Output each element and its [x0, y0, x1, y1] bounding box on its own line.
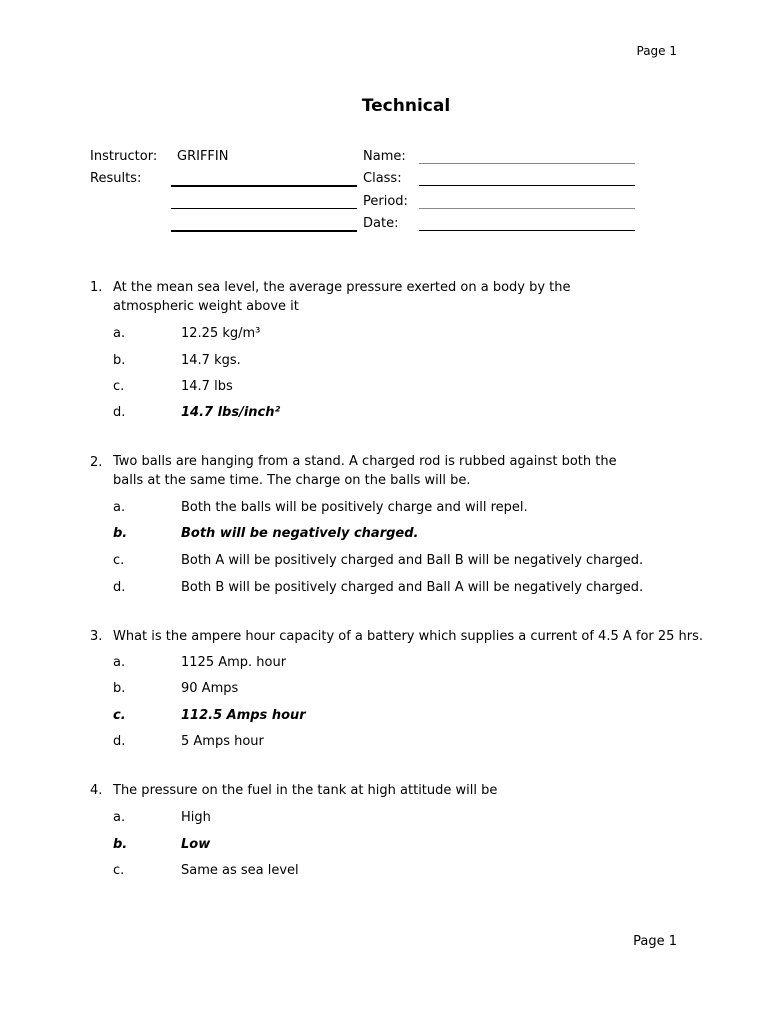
results-line-1[interactable]: [171, 185, 357, 187]
correct-option-letter: b.: [113, 526, 128, 541]
option-letter: c.: [113, 379, 125, 394]
date-field[interactable]: [419, 230, 635, 231]
question-text: What is the ampere hour capacity of a battery which supplies a current of 4.5 A for 25 hrs.: [113, 629, 704, 644]
option-text: 1125 Amp. hour: [181, 655, 287, 670]
results-label: Results:: [90, 171, 142, 186]
date-label: Date:: [363, 216, 399, 231]
correct-option-letter: c.: [113, 708, 126, 723]
option-text: 12.25 kg/m³: [181, 326, 261, 341]
question-number: 3.: [90, 629, 103, 644]
question-text: At the mean sea level, the average pressure exerted on a body by the atmospheric weight above it: [113, 280, 571, 314]
option-letter: a.: [113, 810, 126, 825]
name-field[interactable]: [419, 163, 635, 164]
instructor-label: Instructor:: [90, 149, 158, 164]
header-page-number: Page 1: [636, 44, 677, 58]
option-text: 14.7 kgs.: [181, 353, 241, 368]
correct-option-text: Low: [181, 837, 211, 852]
option-text: 14.7 lbs: [181, 379, 233, 394]
results-line-2[interactable]: [171, 208, 357, 209]
option-text: 5 Amps hour: [181, 734, 264, 749]
footer-page-number: Page 1: [633, 934, 677, 949]
document-title: Technical: [361, 96, 451, 116]
instructor-value: GRIFFIN: [177, 149, 229, 164]
option-letter: a.: [113, 500, 126, 515]
question-number: 4.: [90, 783, 103, 798]
correct-option-letter: b.: [113, 837, 128, 852]
option-letter: c.: [113, 863, 125, 878]
option-text: High: [181, 810, 211, 825]
option-text: Same as sea level: [181, 863, 299, 878]
question-text: The pressure on the fuel in the tank at high attitude will be: [113, 783, 498, 798]
option-letter: a.: [113, 655, 126, 670]
name-label: Name:: [363, 149, 406, 164]
class-label: Class:: [363, 171, 402, 186]
correct-option-text: Both will be negatively charged.: [181, 526, 419, 541]
question-number: 1.: [90, 280, 103, 295]
option-letter: a.: [113, 326, 126, 341]
option-text: Both the balls will be positively charge and will repel.: [181, 500, 528, 515]
option-letter: b.: [113, 681, 126, 696]
option-text: Both A will be positively charged and Ball B will be negatively charged.: [181, 553, 644, 568]
correct-option-text: 112.5 Amps hour: [181, 708, 306, 723]
question-number: 2.: [90, 455, 103, 470]
period-field[interactable]: [419, 208, 635, 209]
option-letter: c.: [113, 553, 125, 568]
option-letter: d.: [113, 405, 126, 420]
option-text: 90 Amps: [181, 681, 239, 696]
question-text: Two balls are hanging from a stand. A charged rod is rubbed against both the balls at the same time. The charge on the balls will be.: [113, 454, 617, 488]
period-label: Period:: [363, 194, 408, 209]
class-field[interactable]: [419, 185, 635, 186]
results-line-3[interactable]: [171, 230, 357, 232]
option-letter: d.: [113, 580, 126, 595]
option-letter: b.: [113, 353, 126, 368]
option-text: Both B will be positively charged and Ball A will be negatively charged.: [181, 580, 644, 595]
correct-option-text: 14.7 lbs/inch²: [181, 405, 281, 420]
option-letter: d.: [113, 734, 126, 749]
